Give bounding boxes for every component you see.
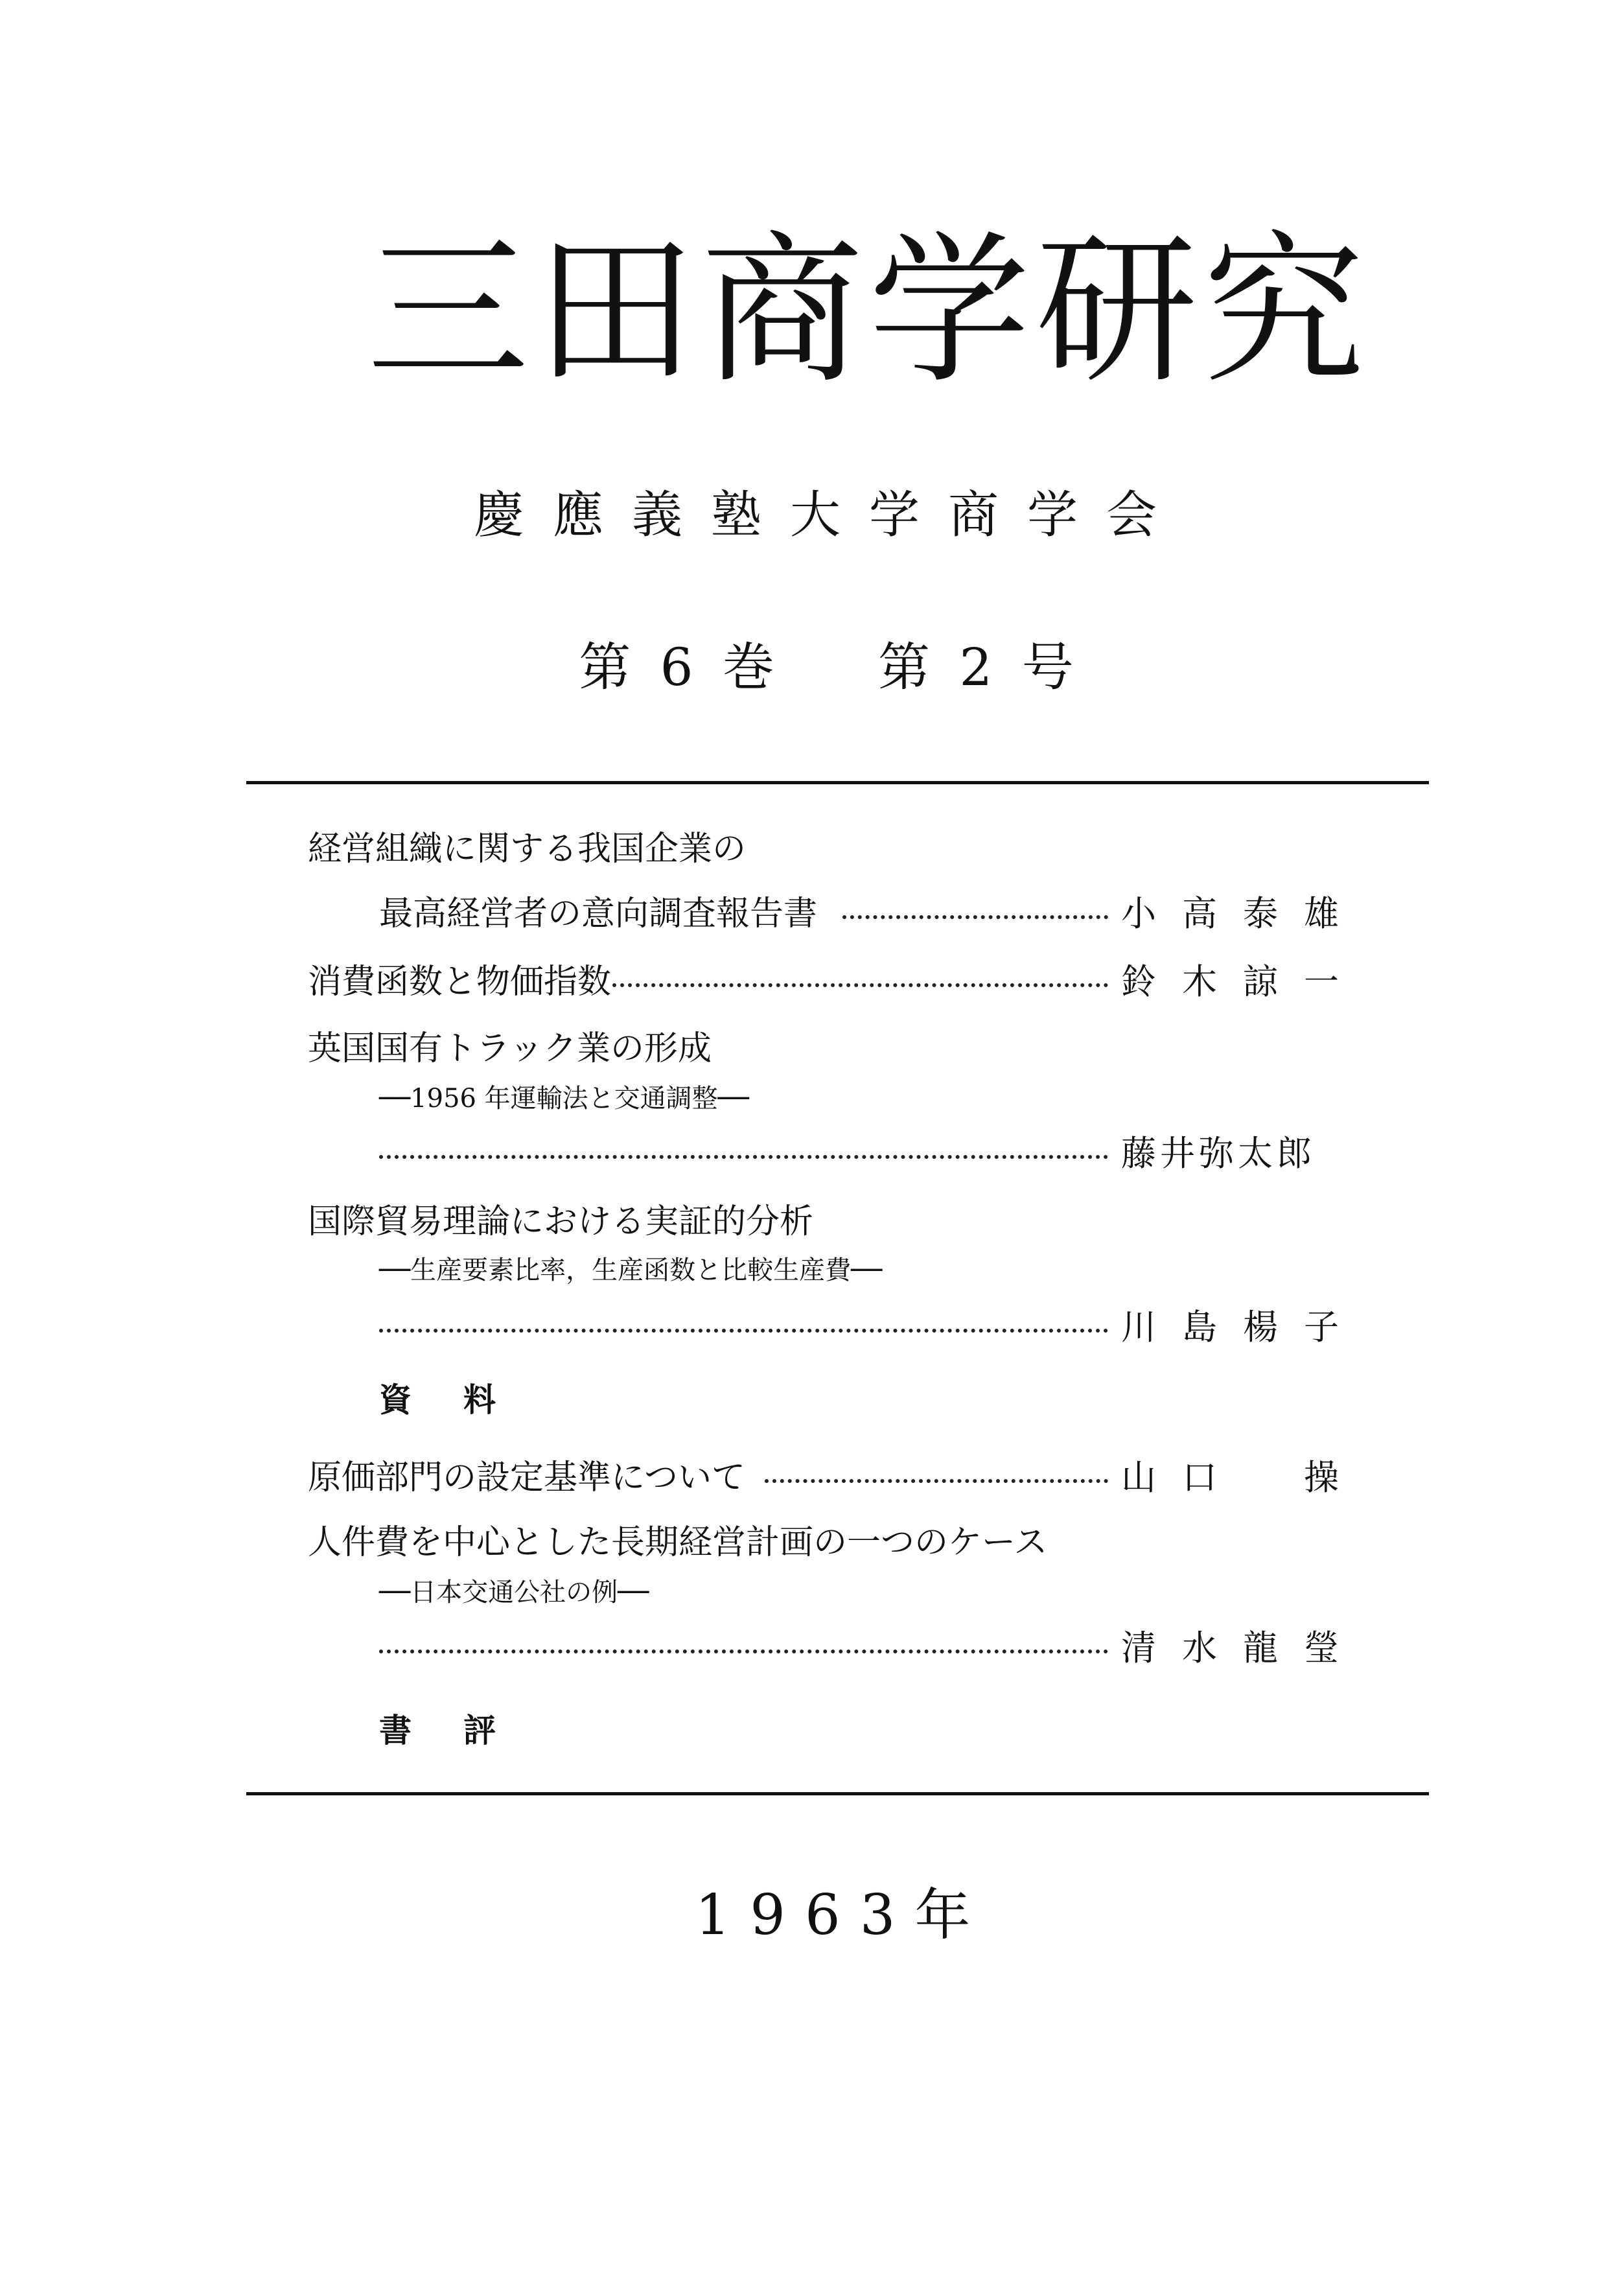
- article1-leader-dots: [842, 909, 1108, 919]
- publication-year: 1963年: [695, 1883, 990, 1948]
- article1-title-line1: 経営組織に関する我国企業の: [308, 830, 747, 869]
- article4-leader-dots: [379, 1322, 1108, 1333]
- article2-leader-dots: [612, 977, 1108, 987]
- material2-subtitle: ──日本交通公社の例──: [379, 1578, 649, 1607]
- material2-leader-dots: [379, 1643, 1108, 1653]
- article2-author: 鈴木諒一: [1121, 961, 1365, 1002]
- material2-title: 人件費を中心とした長期経営計画の一つのケース: [308, 1523, 1048, 1562]
- issue-info: [454, 632, 1205, 703]
- article4-subtitle: ──生産要素比率，生産函数と比較生産費──: [379, 1255, 883, 1285]
- article1-author: 小高泰雄: [1121, 893, 1365, 934]
- material1-author: 山口 操: [1121, 1457, 1365, 1498]
- section-reviews-heading: 書評: [379, 1712, 548, 1749]
- journal-title: 三田商学研究: [367, 216, 1370, 405]
- bottom-rule: [246, 1792, 1429, 1795]
- material1-leader-dots: [765, 1473, 1108, 1483]
- number-label: 第 2 号: [878, 637, 1080, 697]
- article3-author: 藤井弥太郎: [1121, 1133, 1316, 1174]
- material1-title: 原価部門の設定基準について: [308, 1458, 745, 1497]
- article3-leader-dots: [379, 1149, 1108, 1159]
- article3-subtitle: ──1956 年運輸法と交通調整──: [379, 1084, 749, 1114]
- article2-title: 消費函数と物価指数: [308, 962, 612, 1001]
- article1-title-line2: 最高経営者の意向調査報告書: [379, 894, 818, 933]
- material2-author: 清水龍瑩: [1121, 1627, 1365, 1668]
- publisher-name: 慶應義塾大学商学会: [473, 486, 1185, 544]
- section-materials-heading: 資料: [379, 1381, 548, 1419]
- article3-title: 英国国有トラック業の形成: [308, 1029, 712, 1068]
- article4-author: 川島楊子: [1121, 1307, 1365, 1347]
- top-rule: [246, 781, 1429, 784]
- volume-label: 第 6 巻: [579, 637, 781, 697]
- article4-title: 国際貿易理論における実証的分析: [308, 1202, 814, 1241]
